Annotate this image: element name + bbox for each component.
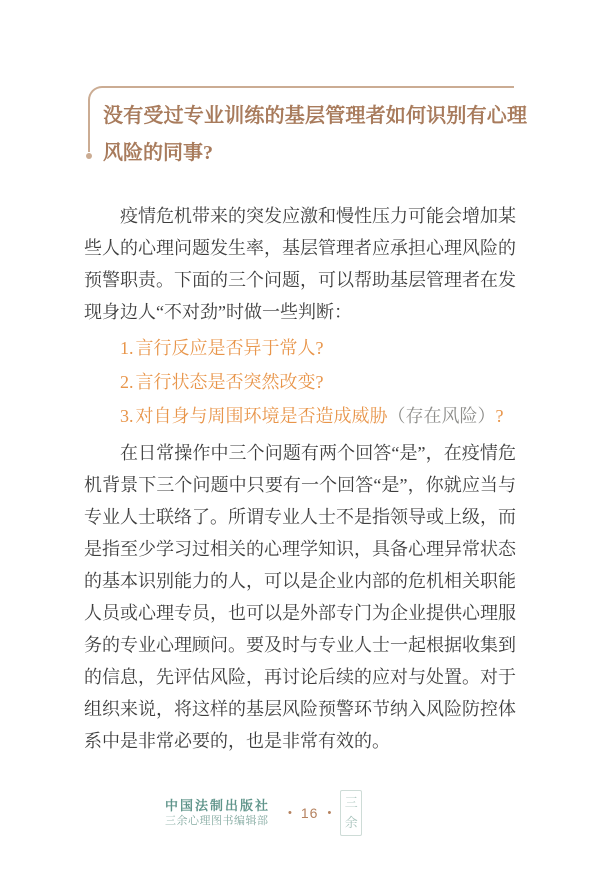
question-text: 言行反应是否异于常人 bbox=[135, 338, 316, 358]
question-item-3 bbox=[84, 400, 516, 432]
question-mark: ? bbox=[315, 372, 324, 392]
question-number: 1. bbox=[120, 338, 134, 358]
question-item-1 bbox=[84, 332, 516, 364]
publisher-seal-logo bbox=[340, 790, 362, 836]
seal-char-bottom: 余 bbox=[344, 815, 358, 830]
publisher-department: 三余心理图书编辑部 bbox=[165, 815, 269, 827]
section-heading-block bbox=[88, 86, 538, 172]
question-text: 对自身与周围环境是否造成威胁 bbox=[135, 406, 388, 426]
question-mark: ? bbox=[495, 406, 504, 426]
question-mark: ? bbox=[315, 338, 324, 358]
question-list bbox=[84, 332, 516, 432]
seal-char-top: 三 bbox=[344, 795, 358, 810]
paragraph-1: 疫情危机带来的突发应激和慢性压力可能会增加某些人的心理问题发生率，基层管理者应承担心理风险的预警职责。下面的三个问题，可以帮助基层管理者在发现身边人“不对劲”时做一些判断： bbox=[84, 206, 516, 322]
body-content bbox=[84, 200, 516, 757]
question-number: 2. bbox=[120, 372, 134, 392]
separator-dot-right: • bbox=[327, 807, 332, 819]
question-note: （存在风险） bbox=[387, 406, 496, 426]
separator-dot-left: • bbox=[288, 807, 292, 819]
page-footer bbox=[0, 790, 600, 836]
section-title: 没有受过专业训练的基层管理者如何识别有心理风险的同事? bbox=[103, 105, 527, 164]
publisher-block bbox=[165, 798, 279, 828]
question-number: 3. bbox=[120, 406, 134, 426]
publisher-name: 中国法制出版社 bbox=[165, 798, 271, 813]
question-text: 言行状态是否突然改变 bbox=[135, 372, 316, 392]
question-item-2 bbox=[84, 366, 516, 398]
paragraph-2: 在日常操作中三个问题有两个回答“是”，在疫情危机背景下三个问题中只要有一个回答“是”，你就应当与专业人士联络了。所谓专业人士不是指领导或上级，而是指至少学习过相关的心理学知识，具备心理异常状态的基本识别能力的人，可以是企业内部的危机相关职能人员或心理专员，也可以是外部专门为企业提供心理服务的专业心理顾问。要及时与专业人士一起根据收集到的信息，先评估风险，再讨论后续的应对与处置。对于组织来说，将这样的基层风险预警环节纳入风险防控体系中是非常必要的，也是非常有效的。 bbox=[84, 443, 516, 751]
page-number: 16 bbox=[300, 805, 319, 821]
